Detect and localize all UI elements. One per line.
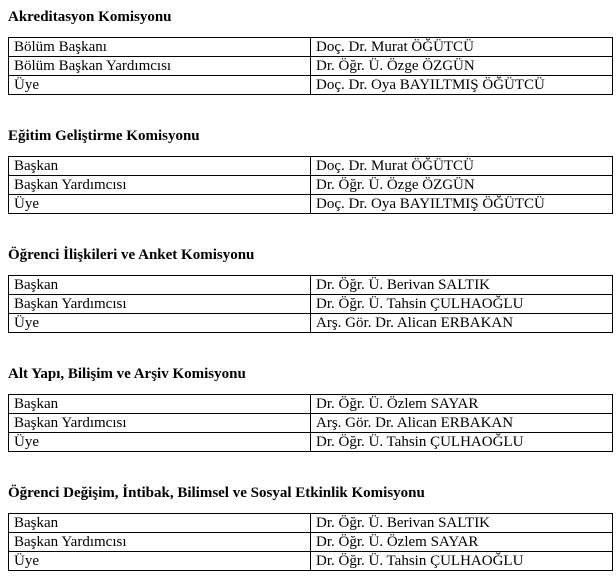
member-cell: Dr. Öğr. Ü. Tahsin ÇULHAOĞLU [311,295,613,314]
member-cell: Dr. Öğr. Ü. Tahsin ÇULHAOĞLU [311,552,613,571]
member-cell: Dr. Öğr. Ü. Özlem SAYAR [311,533,613,552]
role-cell: Bölüm Başkanı [9,38,311,57]
role-cell: Üye [9,195,311,214]
committee-title: Eğitim Geliştirme Komisyonu [8,128,200,144]
role-cell: Üye [9,552,311,571]
table-row [9,433,613,452]
committee-title: Akreditasyon Komisyonu [8,9,172,25]
table-row [9,157,613,176]
committee-table [8,275,613,333]
table-row [9,195,613,214]
member-cell: Arş. Gör. Dr. Alican ERBAKAN [311,414,613,433]
committee-section-egitim-gelistirme [8,127,611,212]
role-cell: Başkan Yardımcısı [9,414,311,433]
role-cell: Başkan Yardımcısı [9,176,311,195]
member-cell: Dr. Öğr. Ü. Özlem SAYAR [311,395,613,414]
member-cell: Dr. Öğr. Ü. Berivan SALTIK [311,514,613,533]
table-row [9,276,613,295]
table-row [9,414,613,433]
role-cell: Başkan Yardımcısı [9,295,311,314]
role-cell: Başkan [9,395,311,414]
role-cell: Başkan [9,157,311,176]
table-row [9,57,613,76]
committee-section-akreditasyon [8,8,611,93]
role-cell: Bölüm Başkan Yardımcısı [9,57,311,76]
member-cell: Doç. Dr. Oya BAYILTMIŞ ÖĞÜTCÜ [311,76,613,95]
member-cell: Doç. Dr. Murat ÖĞÜTCÜ [311,157,613,176]
table-row [9,395,613,414]
table-row [9,176,613,195]
committee-title: Öğrenci Değişim, İntibak, Bilimsel ve Sosyal Etkinlik Komisyonu [8,485,425,501]
member-cell: Arş. Gör. Dr. Alican ERBAKAN [311,314,613,333]
table-row [9,38,613,57]
committee-section-ogrenci-iliskileri [8,246,611,331]
committee-title: Alt Yapı, Bilişim ve Arşiv Komisyonu [8,366,246,382]
member-cell: Dr. Öğr. Ü. Özge ÖZGÜN [311,57,613,76]
table-row [9,514,613,533]
member-cell: Dr. Öğr. Ü. Berivan SALTIK [311,276,613,295]
committee-table [8,394,613,452]
committee-title: Öğrenci İlişkileri ve Anket Komisyonu [8,247,255,263]
member-cell: Doç. Dr. Murat ÖĞÜTCÜ [311,38,613,57]
table-row [9,552,613,571]
role-cell: Üye [9,433,311,452]
committee-section-ogrenci-degisim [8,484,611,569]
role-cell: Başkan [9,514,311,533]
role-cell: Üye [9,76,311,95]
member-cell: Doç. Dr. Oya BAYILTMIŞ ÖĞÜTCÜ [311,195,613,214]
member-cell: Dr. Öğr. Ü. Tahsin ÇULHAOĞLU [311,433,613,452]
table-row [9,76,613,95]
role-cell: Başkan Yardımcısı [9,533,311,552]
role-cell: Başkan [9,276,311,295]
committee-table [8,37,613,95]
table-row [9,295,613,314]
committee-table [8,513,613,571]
committee-section-alt-yapi [8,365,611,450]
role-cell: Üye [9,314,311,333]
member-cell: Dr. Öğr. Ü. Özge ÖZGÜN [311,176,613,195]
table-row [9,533,613,552]
table-row [9,314,613,333]
committee-table [8,156,613,214]
